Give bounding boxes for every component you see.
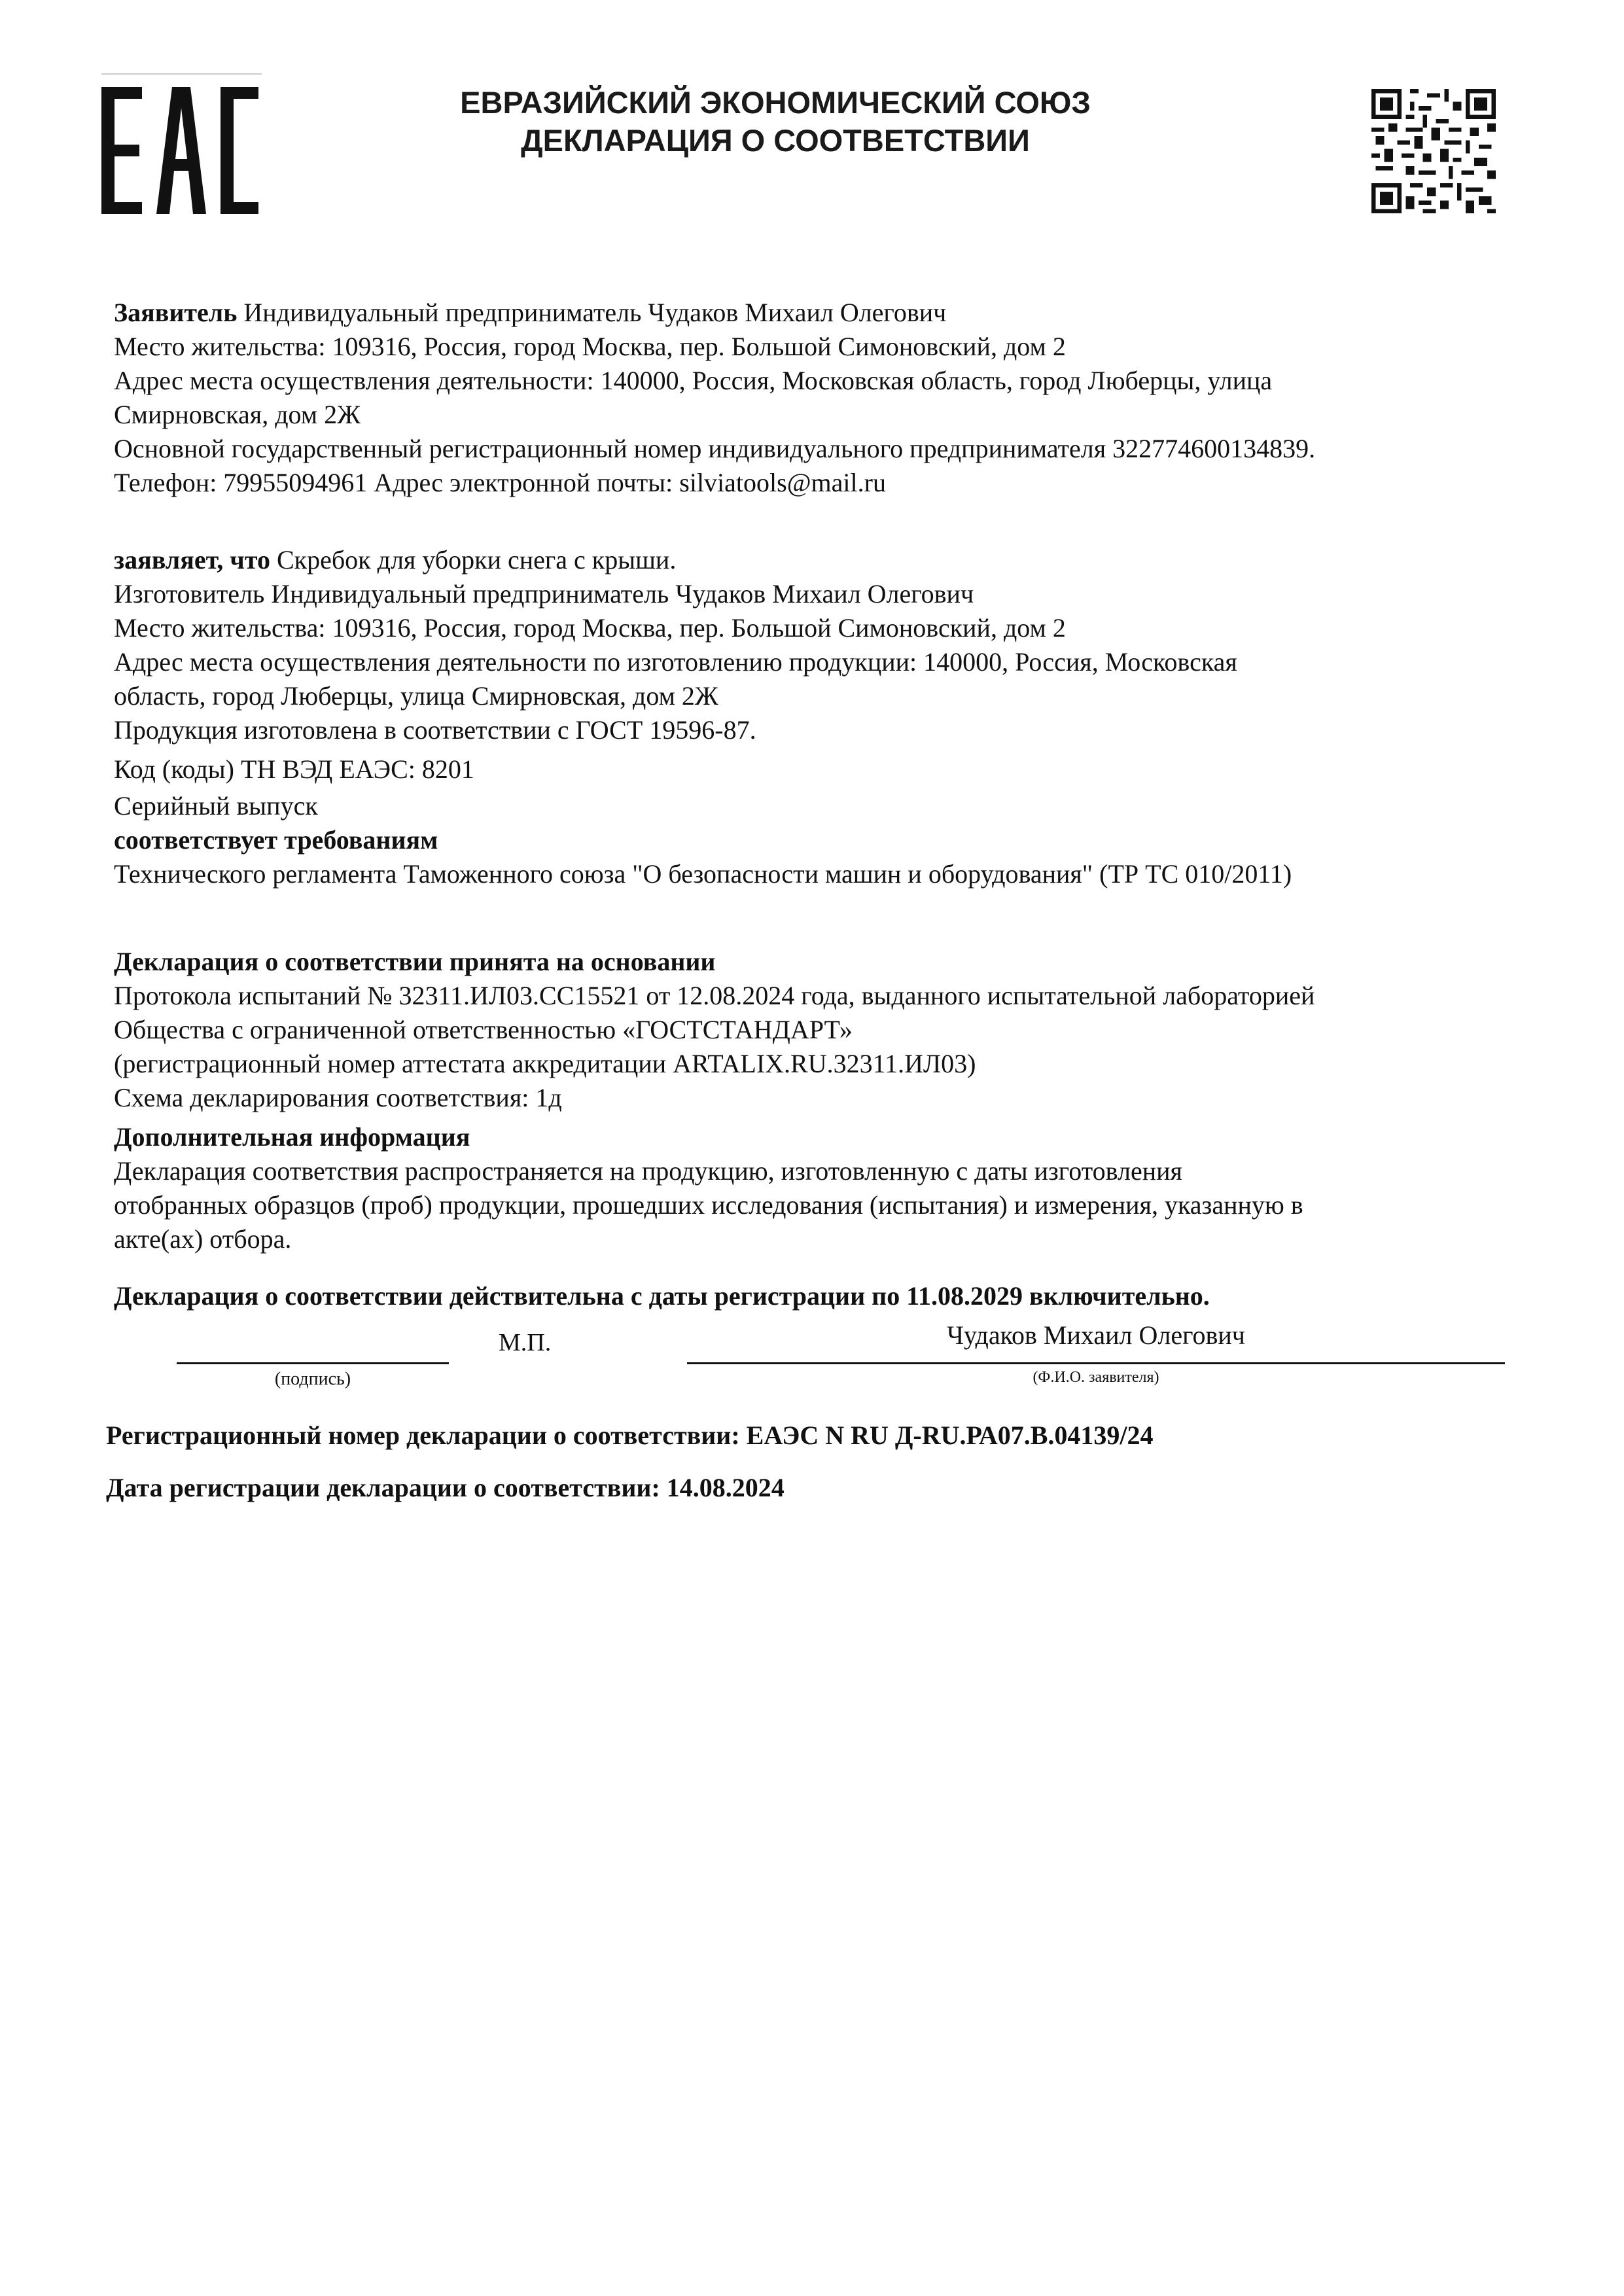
declares-label: заявляет, что (114, 545, 270, 574)
name-line (687, 1362, 1505, 1364)
eac-logo (101, 75, 258, 214)
signature-caption: (подпись) (274, 1369, 351, 1389)
logo-top-rule (101, 73, 262, 75)
product-standard: Продукция изготовлена в соответствии с ГОСТ 19596-87. (114, 715, 756, 745)
applicant-line (114, 296, 1534, 330)
applicant-full-name: Чудаков Михаил Олегович (947, 1320, 1245, 1350)
applicant-label: Заявитель (114, 298, 238, 327)
applicant-section (114, 296, 1534, 500)
technical-regulation: Технического регламента Таможенного союза "О безопасности машин и оборудования" (ТР ТС 010/2011) (114, 859, 1292, 889)
production-address-1: Адрес места осуществления деятельности по изготовлению продукции: 140000, Россия, Московская (114, 647, 1237, 677)
header-declaration-title: ДЕКЛАРАЦИЯ О СООТВЕТСТВИИ (521, 123, 1030, 158)
declares-line (114, 543, 1534, 577)
stamp-placeholder: М.П. (499, 1329, 552, 1356)
registration-date: Дата регистрации декларации о соответствии: 14.08.2024 (106, 1473, 785, 1502)
complies-label: соответствует требованиям (114, 825, 438, 855)
series-type: Серийный выпуск (114, 791, 318, 821)
name-caption: (Ф.И.О. заявителя) (1033, 1369, 1159, 1386)
header-union-title: ЕВРАЗИЙСКИЙ ЭКОНОМИЧЕСКИЙ СОЮЗ (460, 85, 1091, 120)
product-name: Скребок для уборки снега с крыши. (270, 545, 677, 574)
applicant-activity-address-1: Адрес места осуществления деятельности: 140000, Россия, Московская область, город Люберцы, улица (114, 366, 1273, 395)
additional-line-2: отобранных образцов (проб) продукции, прошедших исследования (испытания) и измерения, указанную в (114, 1190, 1303, 1220)
applicant-activity-address-2: Смирновская, дом 2Ж (114, 400, 361, 429)
declaration-scheme: Схема декларирования соответствия: 1д (114, 1083, 562, 1112)
document-header (366, 84, 1184, 160)
registration-number: Регистрационный номер декларации о соответствии: ЕАЭС N RU Д-RU.РА07.В.04139/24 (106, 1421, 1154, 1450)
manufacturer-residence: Место жительства: 109316, Россия, город Москва, пер. Большой Симоновский, дом 2 (114, 613, 1066, 643)
additional-line-3: акте(ах) отбора. (114, 1224, 292, 1254)
tn-ved-code: Код (коды) ТН ВЭД ЕАЭС: 8201 (114, 754, 474, 784)
validity-statement: Декларация о соответствии действительна с даты регистрации по 11.08.2029 включительно. (114, 1281, 1210, 1311)
declares-section (114, 543, 1534, 891)
basis-organization: Общества с ограниченной ответственностью «ГОСТСТАНДАРТ» (114, 1015, 853, 1044)
qr-code (1371, 89, 1496, 213)
production-address-2: область, город Люберцы, улица Смирновская, дом 2Ж (114, 681, 718, 711)
applicant-ogrnip: Основной государственный регистрационный номер индивидуального предпринимателя 322774600134839. (114, 434, 1316, 463)
basis-accreditation: (регистрационный номер аттестата аккредитации ARTALIX.RU.32311.ИЛ03) (114, 1049, 976, 1078)
additional-line-1: Декларация соответствия распространяется на продукцию, изготовленную с даты изготовления (114, 1156, 1182, 1186)
additional-section (114, 1120, 1534, 1256)
basis-section (114, 945, 1534, 1115)
additional-label: Дополнительная информация (114, 1122, 470, 1152)
applicant-residence: Место жительства: 109316, Россия, город Москва, пер. Большой Симоновский, дом 2 (114, 332, 1066, 361)
applicant-name: Индивидуальный предприниматель Чудаков Михаил Олегович (237, 298, 947, 327)
manufacturer: Изготовитель Индивидуальный предприниматель Чудаков Михаил Олегович (114, 579, 974, 609)
applicant-contacts: Телефон: 79955094961 Адрес электронной почты: silviatools@mail.ru (114, 468, 886, 497)
basis-label: Декларация о соответствии принята на основании (114, 947, 716, 976)
signature-line (177, 1362, 449, 1364)
basis-protocol: Протокола испытаний № 32311.ИЛ03.СС15521 от 12.08.2024 года, выданного испытательной лабораторией (114, 981, 1315, 1010)
